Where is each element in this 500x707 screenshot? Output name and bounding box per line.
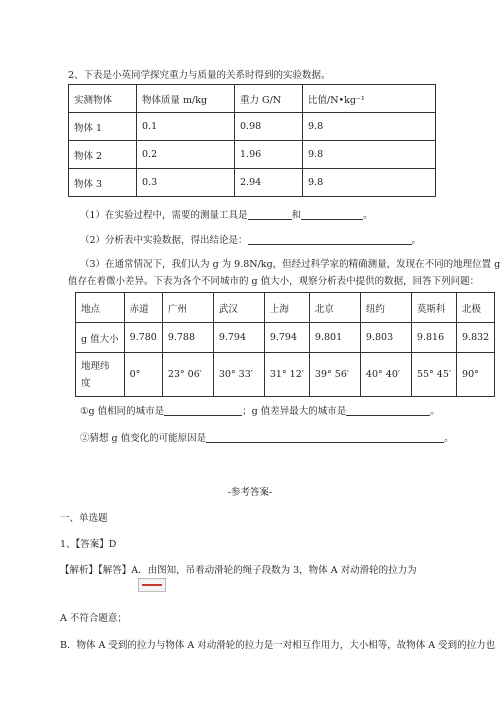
- answer-line-b: B．物体 A 受到的拉力与物体 A 对动滑轮的拉力是一对相互作用力，大小相等，故物体 A 受到的拉力也: [60, 640, 496, 651]
- answer-blank[interactable]: [248, 234, 412, 245]
- table-cell: 0.2: [137, 141, 235, 169]
- sub-question-3-line-2: 值存在着微小差异。下表为各个不同城市的 g 值大小，观察分析表中提供的数据，回答下列问题：: [68, 276, 480, 287]
- sub-question-2-end: 。: [411, 235, 422, 246]
- table-row-latitude: [76, 353, 495, 397]
- question-a-end: 。: [430, 406, 440, 417]
- question-b-end: 。: [444, 433, 454, 444]
- table-cell: 物体 1: [69, 113, 137, 141]
- latitude-label-line-2: 度: [81, 377, 91, 389]
- analysis-text: 【解析】【解答】A．由图知，吊着动滑轮的绳子段数为 3，物体 A 对动滑轮的拉力为: [60, 565, 417, 576]
- question-a: [80, 403, 440, 417]
- table-cell: 9.8: [303, 113, 436, 141]
- sub-question-1-text: （1）在实验过程中，需要的测量工具是: [80, 210, 248, 221]
- answer-item-1: 1、【答案】D: [60, 539, 117, 550]
- table-cell: 9.780: [124, 323, 162, 353]
- table-cell: g 值大小: [76, 323, 125, 353]
- table-cell: 广州: [162, 293, 213, 323]
- sub-question-1-joiner: 和: [291, 210, 302, 221]
- table-cell: 9.803: [360, 323, 411, 353]
- question-b-text: ②猜想 g 值变化的可能原因是: [80, 433, 207, 444]
- table-cell: 9.801: [309, 323, 360, 353]
- table-cell: 0°: [124, 353, 162, 397]
- question-2-intro: 2、下表是小英同学探究重力与质量的关系时得到的实验数据。: [68, 70, 331, 81]
- table-cell: [76, 353, 125, 397]
- table-cell: 9.794: [213, 323, 264, 353]
- table-cell: 物体 3: [69, 169, 137, 197]
- mass-weight-table: [68, 84, 436, 197]
- table-cell: 9.794: [264, 323, 309, 353]
- sub-question-3-line-1: （3）在通常情况下，我们认为 g 为 9.8N/kg，但经过科学家的精确测量，发现在不同的地理位置 g: [80, 259, 500, 270]
- section-title: 一、单选题: [60, 513, 108, 524]
- table-cell: 55° 45′: [411, 353, 456, 397]
- analysis-line: [60, 562, 417, 576]
- formula-image-icon: [138, 578, 166, 592]
- table-cell: 物体 2: [69, 141, 137, 169]
- table-cell: 90°: [457, 353, 495, 397]
- table-cell: 9.8: [303, 141, 436, 169]
- table-cell: 地点: [76, 293, 125, 323]
- table-row-places: [76, 293, 495, 323]
- table-cell: 赤道: [124, 293, 162, 323]
- table-header-cell: 重力 G/N: [235, 85, 303, 113]
- table-cell: 0.1: [137, 113, 235, 141]
- table-header-cell: 物体质量 m/kg: [137, 85, 235, 113]
- table-header-row: [69, 85, 436, 113]
- table-cell: 武汉: [213, 293, 264, 323]
- sub-question-1-end: 。: [363, 210, 373, 221]
- table-cell: 北京: [309, 293, 360, 323]
- table-cell: 2.94: [235, 169, 303, 197]
- table-row-g: [76, 323, 495, 353]
- table-row: [69, 169, 436, 197]
- table-cell: 30° 33′: [213, 353, 264, 397]
- table-cell: 莫斯科: [411, 293, 456, 323]
- answer-line-a: A 不符合题意；: [60, 613, 127, 624]
- sub-question-2: [80, 232, 421, 246]
- answer-blank[interactable]: [164, 405, 242, 416]
- table-row: [69, 141, 436, 169]
- table-cell: 9.788: [162, 323, 213, 353]
- table-cell: 0.3: [137, 169, 235, 197]
- city-gravity-table: [75, 292, 495, 397]
- table-row: [69, 113, 436, 141]
- table-cell: 上海: [264, 293, 309, 323]
- table-cell: 0.98: [235, 113, 303, 141]
- table-cell: 9.816: [411, 323, 456, 353]
- table-cell: 北极: [457, 293, 495, 323]
- question-a-joiner: ；g 值差异最大的城市是: [242, 406, 347, 417]
- sub-question-2-text: （2）分析表中实验数据，得出结论是：: [80, 235, 248, 246]
- table-header-cell: 比值/N•kg⁻¹: [303, 85, 436, 113]
- sub-question-1: [80, 207, 373, 221]
- answer-blank[interactable]: [206, 432, 444, 443]
- table-cell: 23° 06′: [162, 353, 213, 397]
- table-cell: 1.96: [235, 141, 303, 169]
- answers-heading: -参考答案-: [227, 487, 273, 498]
- answer-blank[interactable]: [346, 405, 430, 416]
- answer-blank[interactable]: [301, 209, 363, 220]
- table-header-cell: 实测物体: [69, 85, 137, 113]
- table-cell: 31° 12′: [264, 353, 309, 397]
- latitude-label-line-1: 地理纬: [81, 360, 110, 372]
- question-a-text: ①g 值相同的城市是: [80, 406, 165, 417]
- table-cell: 纽约: [360, 293, 411, 323]
- table-cell: 40° 40′: [360, 353, 411, 397]
- answer-blank[interactable]: [248, 209, 292, 220]
- table-cell: 9.8: [303, 169, 436, 197]
- formula-image: [138, 578, 166, 592]
- table-cell: 9.832: [457, 323, 495, 353]
- table-cell: 39° 56′: [309, 353, 360, 397]
- question-b: [80, 430, 454, 444]
